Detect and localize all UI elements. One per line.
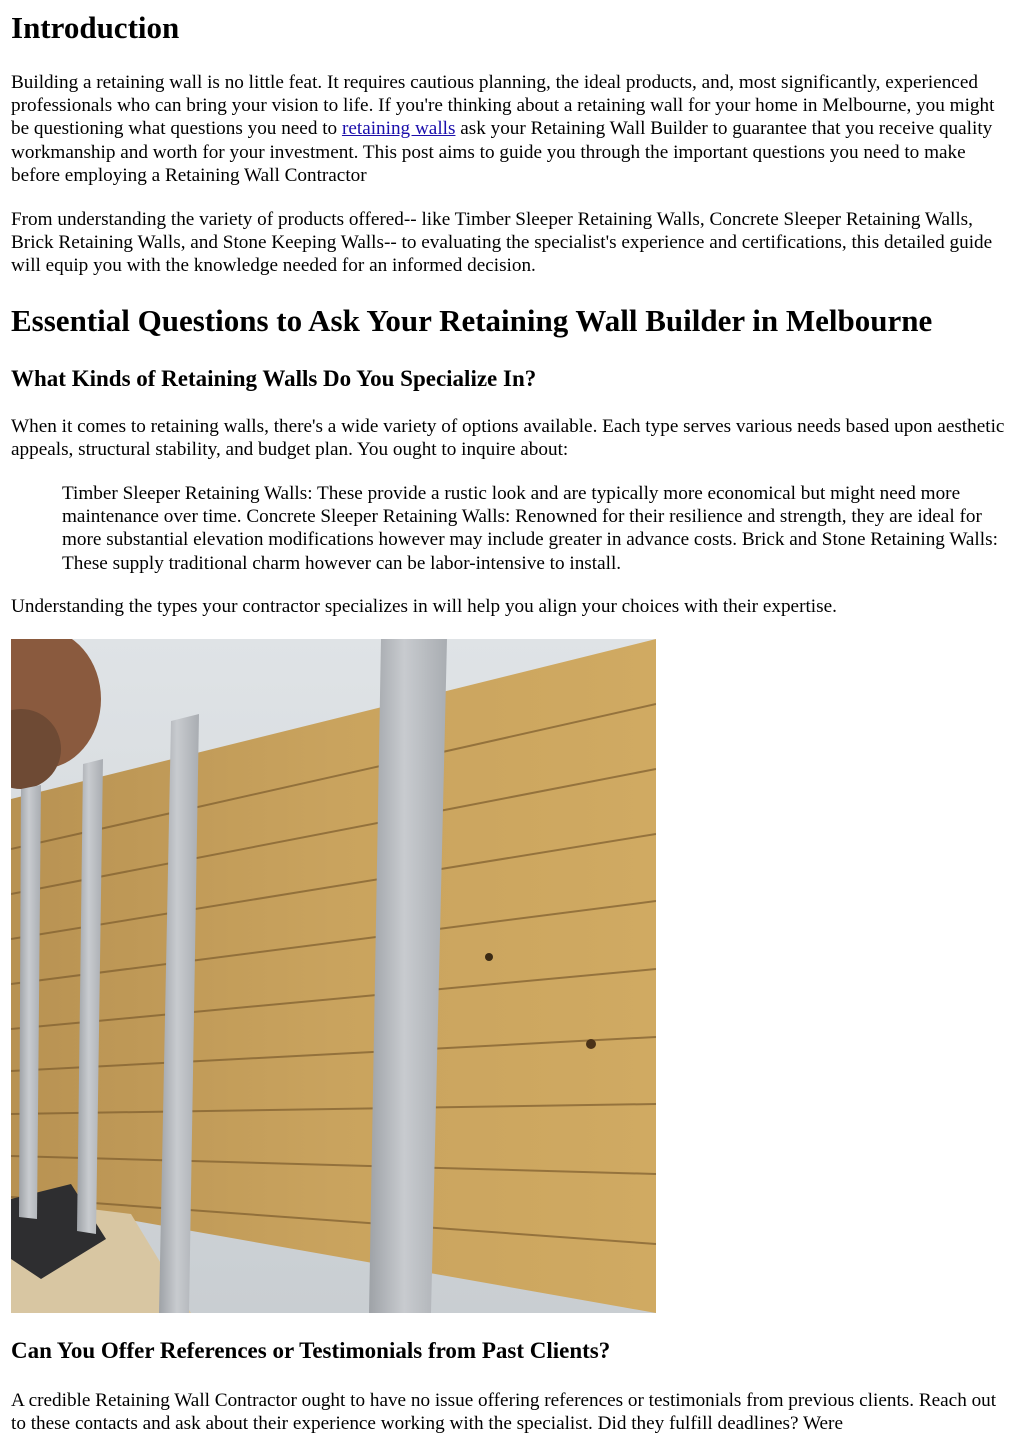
heading-essential-questions: Essential Questions to Ask Your Retaining Wall Builder in Melbourne: [11, 303, 933, 338]
heading-kinds-of-walls: What Kinds of Retaining Walls Do You Specialize In?: [11, 366, 537, 391]
intro-text-after-link: ask your Retaining Wall Builder to guarantee that you receive quality workmanship and worth for your investment. This post aims to guide you through the important questions you need to make before employing a Retaining Wall Contractor: [11, 118, 993, 186]
kinds-intro-paragraph: When it comes to retaining walls, there's a wide variety of options available. Each type serves various needs based upon aesthetic appeals, structural stability, and budget plan. You ought to inquire about:: [11, 416, 1005, 461]
heading-introduction: Introduction: [11, 10, 180, 45]
wall-types-text: Timber Sleeper Retaining Walls: These provide a rustic look and are typically more economical but might need more maintenance over time. Concrete Sleeper Retaining Walls: Renowned for their resilience and strength, they are ideal for more substantial elevation modifications however may include greater in advance costs. Brick and Stone Retaining Walls: These supply traditional charm however can be labor-intensive to install.: [62, 483, 998, 574]
kinds-closing-paragraph: Understanding the types your contractor specializes in will help you align your choices with their expertise.: [11, 596, 837, 617]
wall-types-blockquote: [62, 482, 1010, 575]
retaining-walls-link[interactable]: retaining walls: [341, 118, 456, 140]
timber-wall-illustration: [11, 639, 656, 1313]
timber-sleeper-wall-photo: [11, 639, 656, 1313]
intro-paragraph-2: From understanding the variety of products offered-- like Timber Sleeper Retaining Walls, Concrete Sleeper Retaining Walls, Brick Retaining Walls, and Stone Keeping Walls-- to evaluating the specialist's experience and certifications, this detailed guide will equip you with the knowledge needed for an informed decision.: [11, 209, 993, 277]
heading-references: Can You Offer References or Testimonials from Past Clients?: [11, 1338, 611, 1363]
references-paragraph: A credible Retaining Wall Contractor ought to have no issue offering references or testimonials from previous clients. Reach out to these contacts and ask about their experience working with the specialist. Did they fulfill deadlines? Were: [11, 1390, 997, 1435]
intro-text-before-link: Building a retaining wall is no little feat. It requires cautious planning, the ideal products, and, most significantly, experienced professionals who can bring your vision to life. If you're thinking about a retaining wall for your home in Melbourne, you might be questioning what questions you need to: [11, 72, 995, 140]
intro-paragraph-1: [11, 71, 1011, 187]
